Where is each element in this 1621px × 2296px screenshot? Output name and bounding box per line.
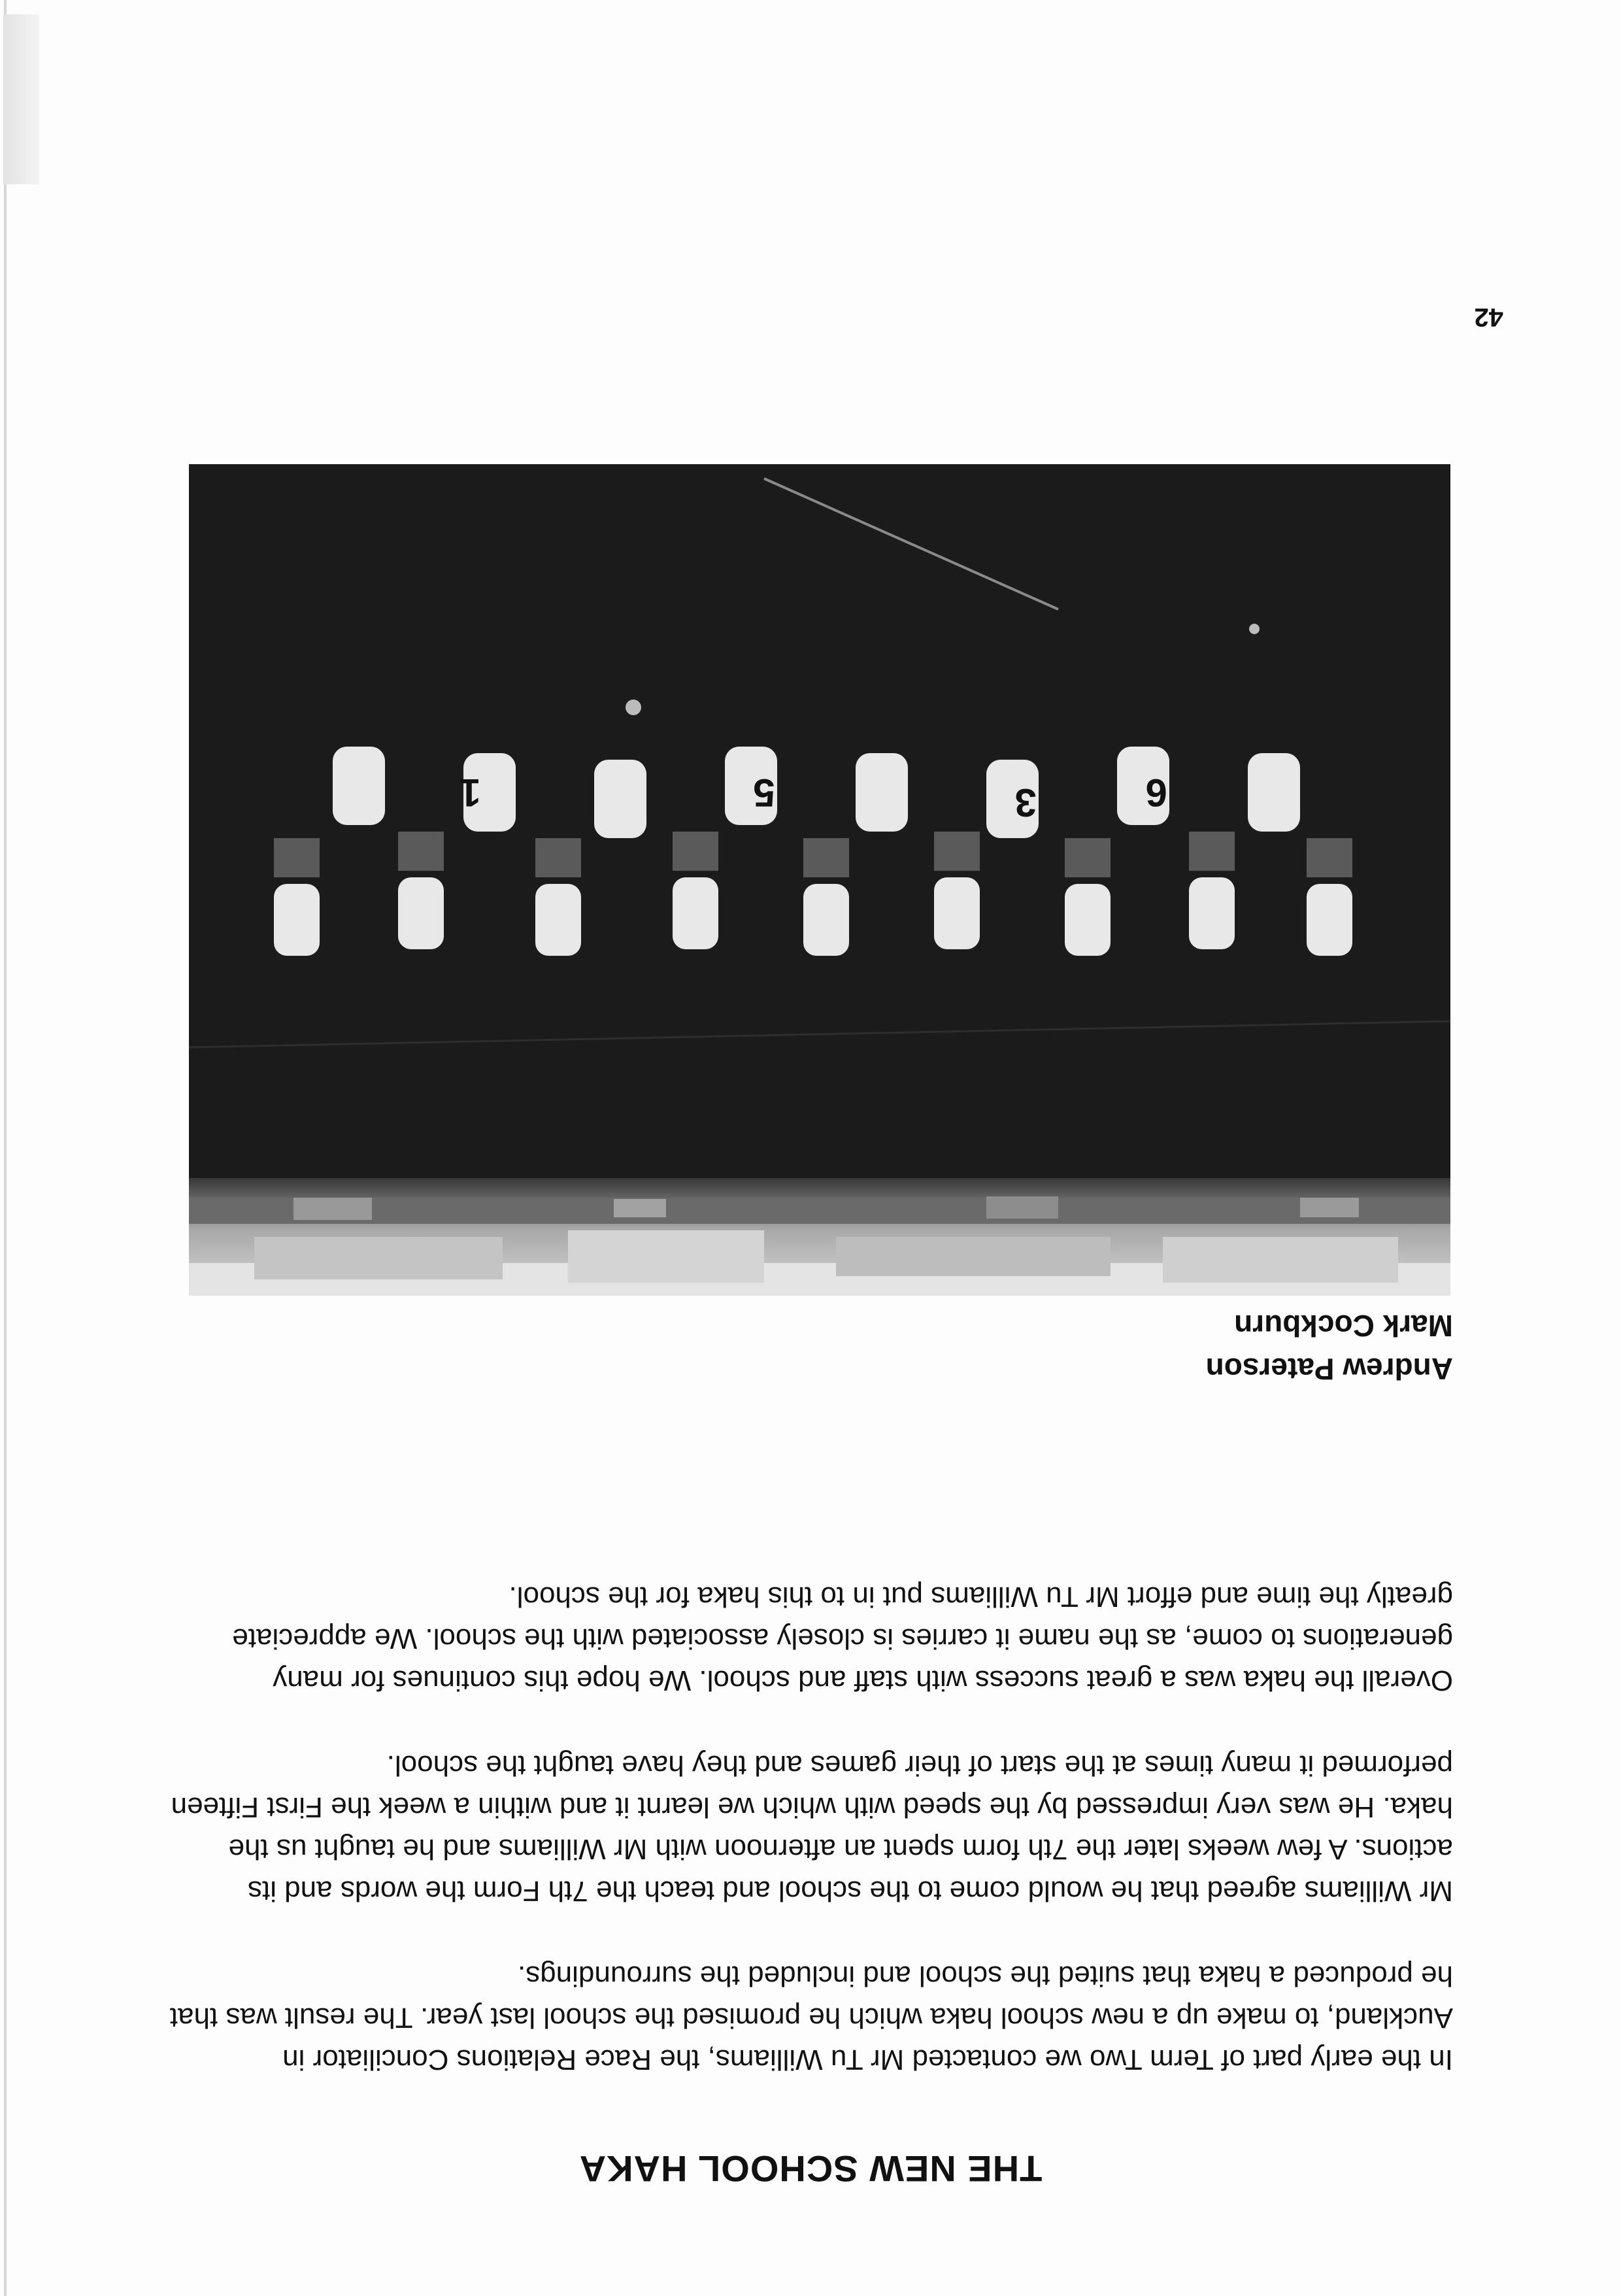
paragraph-2: Mr Williams agreed that he would come to the school and teach the 7th Form the words and its actions. A few weeks later the 7th form spent an afternoon with Mr Williams and he taught us the haka. He was very impressed by the speed with which we learnt it and within a week the First Fifteen performed it many times at the start of their games and they have taught the school. [171, 1749, 1453, 1907]
author-name: Mark Cockburn [1234, 1309, 1453, 1343]
author-name: Andrew Paterson [1205, 1352, 1453, 1386]
scan-corner-shade [3, 14, 39, 184]
haka-photo [189, 464, 1450, 1296]
author-block [1206, 1304, 1453, 1391]
page-number: 42 [1474, 303, 1503, 331]
scan-margin-line [4, 0, 7, 2296]
jersey-number: 6 [1145, 771, 1167, 815]
jersey-number: 1 [459, 771, 481, 815]
paragraph-3: Overall the haka was a great success with staff and school. We hope this continues for many generations to come, as the name it carries is closely associated with the school. We appreciate greatly the time and effort Mr Tu Williams put in to this haka for the school. [232, 1581, 1453, 1697]
jersey-number: 3 [1014, 781, 1037, 824]
paragraph-1: In the early part of Term Two we contacted Mr Tu Williams, the Race Relations Conciliator in Auckland, to make up a new school haka which he promised the school last year. The result was that he produced a haka that suited the school and included the surroundings. [169, 1960, 1453, 2076]
article-title: THE NEW SCHOOL HAKA [578, 2148, 1043, 2189]
article-body [159, 1532, 1453, 2080]
haka-photo-image [189, 464, 1450, 1296]
jersey-number: 5 [753, 771, 775, 815]
